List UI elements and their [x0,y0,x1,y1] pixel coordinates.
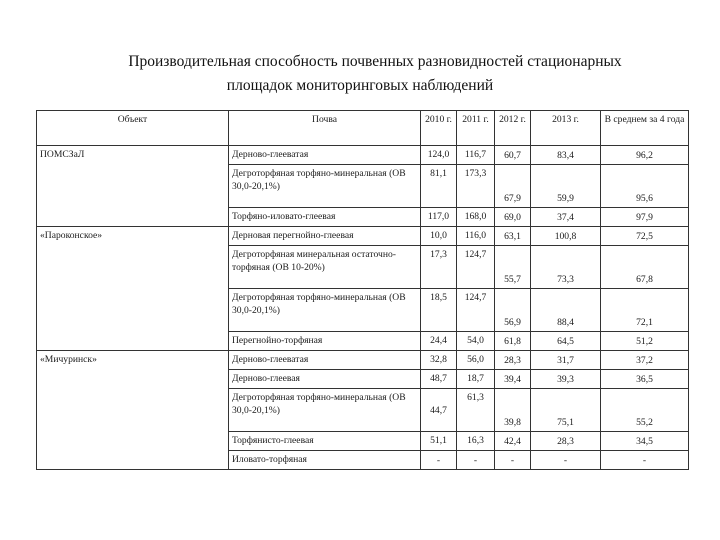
value-2012: 39,4 [495,370,531,389]
value-2013: 59,9 [531,165,601,208]
soil-cell: Дерновая перегнойно-глеевая [229,227,421,246]
value-2013: 28,3 [531,432,601,451]
value-2011: 56,0 [457,351,495,370]
value-average: 97,9 [601,208,689,227]
value-2012: 63,1 [495,227,531,246]
value-average: 95,6 [601,165,689,208]
soil-cell: Иловато-торфяная [229,451,421,470]
soil-cell: Перегнойно-торфяная [229,332,421,351]
header-soil: Почва [229,111,421,146]
value-2012: - [495,451,531,470]
value-2013: 88,4 [531,289,601,332]
value-2011: 61,3 [457,389,495,432]
value-average: 36,5 [601,370,689,389]
soil-cell: Дерново-глееватая [229,351,421,370]
value-2011: 124,7 [457,246,495,289]
table-row [37,351,689,370]
value-2012: 28,3 [495,351,531,370]
value-average: 55,2 [601,389,689,432]
soil-cell: Дегроторфяная минеральная остаточно-торфяная (ОВ 10-20%) [229,246,421,289]
value-2013: - [531,451,601,470]
value-2010: 10,0 [421,227,457,246]
value-2011: 16,3 [457,432,495,451]
value-average: - [601,451,689,470]
value-2011: 116,0 [457,227,495,246]
value-average: 72,5 [601,227,689,246]
value-2011: 124,7 [457,289,495,332]
value-2012: 67,9 [495,165,531,208]
value-2012: 39,8 [495,389,531,432]
header-2011: 2011 г. [457,111,495,146]
productivity-table [36,110,689,470]
soil-cell: Дегроторфяная торфяно-минеральная (ОВ 30,0-20,1%) [229,289,421,332]
value-2010: 51,1 [421,432,457,451]
object-cell-michurinsk: «Мичуринск» [37,351,229,470]
value-average: 96,2 [601,146,689,165]
value-2011: 54,0 [457,332,495,351]
value-2011: - [457,451,495,470]
value-2012: 69,0 [495,208,531,227]
value-2010: 17,3 [421,246,457,289]
soil-cell: Дегроторфяная торфяно-минеральная (ОВ 30,0-20,1%) [229,389,421,432]
header-2013: 2013 г. [531,111,601,146]
value-2012: 56,9 [495,289,531,332]
value-2010: 81,1 [421,165,457,208]
value-2011: 173,3 [457,165,495,208]
object-cell-parokonskoe: «Пароконское» [37,227,229,351]
header-object: Объект [37,111,229,146]
value-average: 72,1 [601,289,689,332]
value-average: 34,5 [601,432,689,451]
title-line-2: площадок мониторинговых наблюдений [226,77,494,94]
value-2012: 60,7 [495,146,531,165]
value-2012: 55,7 [495,246,531,289]
value-2010: 44,7 [421,389,457,432]
soil-cell: Торфянисто-глеевая [229,432,421,451]
soil-cell: Торфяно-иловато-глеевая [229,208,421,227]
value-2010: 24,4 [421,332,457,351]
value-2013: 37,4 [531,208,601,227]
value-2013: 75,1 [531,389,601,432]
table-header-row [37,111,689,146]
value-2012: 42,4 [495,432,531,451]
title-line-1: Производительная способность почвенных разновидностей стационарных [128,53,622,70]
value-average: 67,8 [601,246,689,289]
value-2012: 61,8 [495,332,531,351]
object-cell-pomsz: ПОМСЗаЛ [37,146,229,227]
value-2013: 31,7 [531,351,601,370]
value-2010: 124,0 [421,146,457,165]
document-title [0,50,720,98]
header-2012: 2012 г. [495,111,531,146]
value-2013: 83,4 [531,146,601,165]
value-2013: 73,3 [531,246,601,289]
soil-cell: Дерново-глееватая [229,146,421,165]
value-2010: 18,5 [421,289,457,332]
table-row [37,146,689,165]
soil-cell: Дерново-глеевая [229,370,421,389]
header-average: В среднем за 4 года [601,111,689,146]
value-average: 51,2 [601,332,689,351]
value-2013: 39,3 [531,370,601,389]
value-2011: 18,7 [457,370,495,389]
value-average: 37,2 [601,351,689,370]
header-2010: 2010 г. [421,111,457,146]
soil-cell: Дегроторфяная торфяно-минеральная (ОВ 30,0-20,1%) [229,165,421,208]
value-2010: - [421,451,457,470]
value-2013: 64,5 [531,332,601,351]
value-2011: 116,7 [457,146,495,165]
value-2011: 168,0 [457,208,495,227]
table-row [37,227,689,246]
value-2010: 48,7 [421,370,457,389]
value-2010: 32,8 [421,351,457,370]
value-2010: 117,0 [421,208,457,227]
value-2013: 100,8 [531,227,601,246]
